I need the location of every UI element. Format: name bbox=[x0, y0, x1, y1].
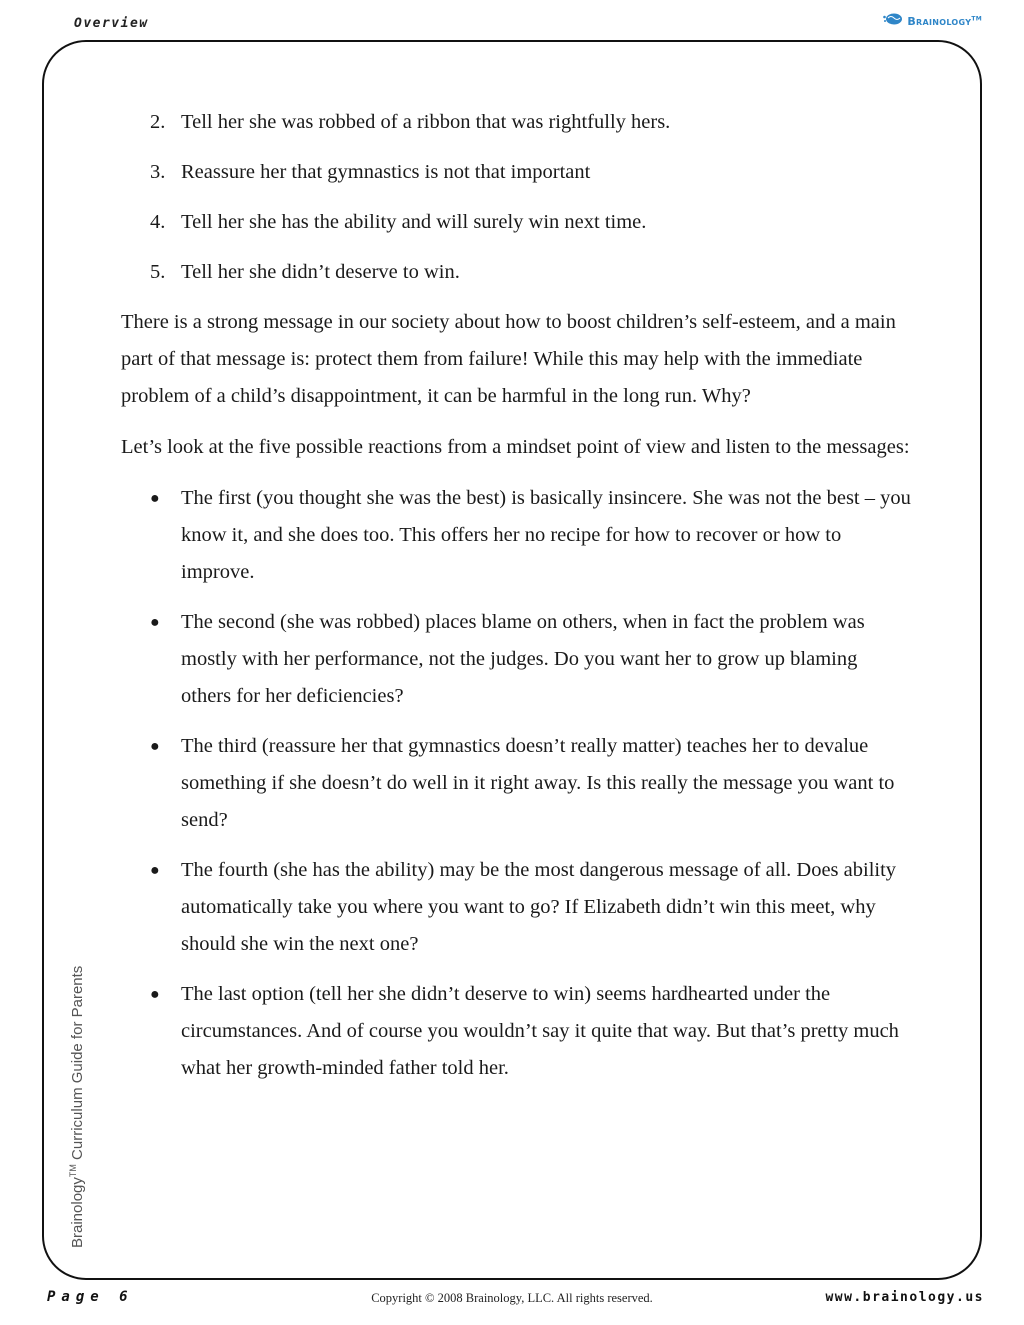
bullet-icon: ● bbox=[150, 986, 160, 1003]
bullet-icon: ● bbox=[150, 490, 160, 507]
bullet-item: ● The second (she was robbed) places blame on others, when in fact the problem was mostly with her performance, not the judges. Do you want her to grow up blaming others for her deficiencies? bbox=[150, 604, 911, 715]
brainology-logo bbox=[882, 12, 982, 31]
numbered-item: 4. Tell her she has the ability and will surely win next time. bbox=[150, 211, 647, 233]
copyright-notice: Copyright © 2008 Brainology, LLC. All rights reserved. bbox=[371, 1291, 653, 1305]
numbered-item: 3. Reassure her that gymnastics is not that important bbox=[150, 161, 591, 183]
bullet-icon: ● bbox=[150, 614, 160, 631]
numbered-item: 5. Tell her she didn’t deserve to win. bbox=[150, 261, 460, 283]
bullet-item: ● The third (reassure her that gymnastics doesn’t really matter) teaches her to devalue something if she doesn’t do well in it right away. Is this really the message you want to send? bbox=[150, 728, 911, 839]
side-label: Brainology™ Curriculum Guide for Parents bbox=[68, 965, 86, 1248]
bullet-item: ● The last option (tell her she didn’t deserve to win) seems hardhearted under the circumstances. And of course you wouldn’t say it quite that way. But that’s pretty much what her growth-minded father told her. bbox=[150, 976, 911, 1087]
bullet-item: ● The first (you thought she was the best) is basically insincere. She was not the best – you know it, and she does too. This offers her no recipe for how to recover or how to improve. bbox=[150, 480, 911, 591]
section-title: Overview bbox=[74, 16, 149, 31]
bullet-icon: ● bbox=[150, 738, 160, 755]
page-number: Page 6 bbox=[47, 1289, 134, 1305]
website-url: www.brainology.us bbox=[825, 1290, 984, 1305]
brain-icon bbox=[882, 12, 904, 31]
document-body bbox=[121, 104, 911, 1100]
bullet-icon: ● bbox=[150, 862, 160, 879]
logo-text: Brainology™ bbox=[907, 15, 982, 28]
paragraph: Let’s look at the five possible reactions from a mindset point of view and listen to the messages: bbox=[121, 436, 910, 458]
numbered-item: 2. Tell her she was robbed of a ribbon that was rightfully hers. bbox=[150, 111, 671, 133]
paragraph: There is a strong message in our society about how to boost children’s self-esteem, and a main part of that message is: protect them from failure! While this may help with the immediate problem of a child’s disappointment, it can be harmful in the long run. Why? bbox=[121, 311, 896, 407]
bullet-item: ● The fourth (she has the ability) may be the most dangerous message of all. Does ability automatically take you where you want to go? If Elizabeth didn’t win this meet, why should she win the next one? bbox=[150, 852, 911, 963]
